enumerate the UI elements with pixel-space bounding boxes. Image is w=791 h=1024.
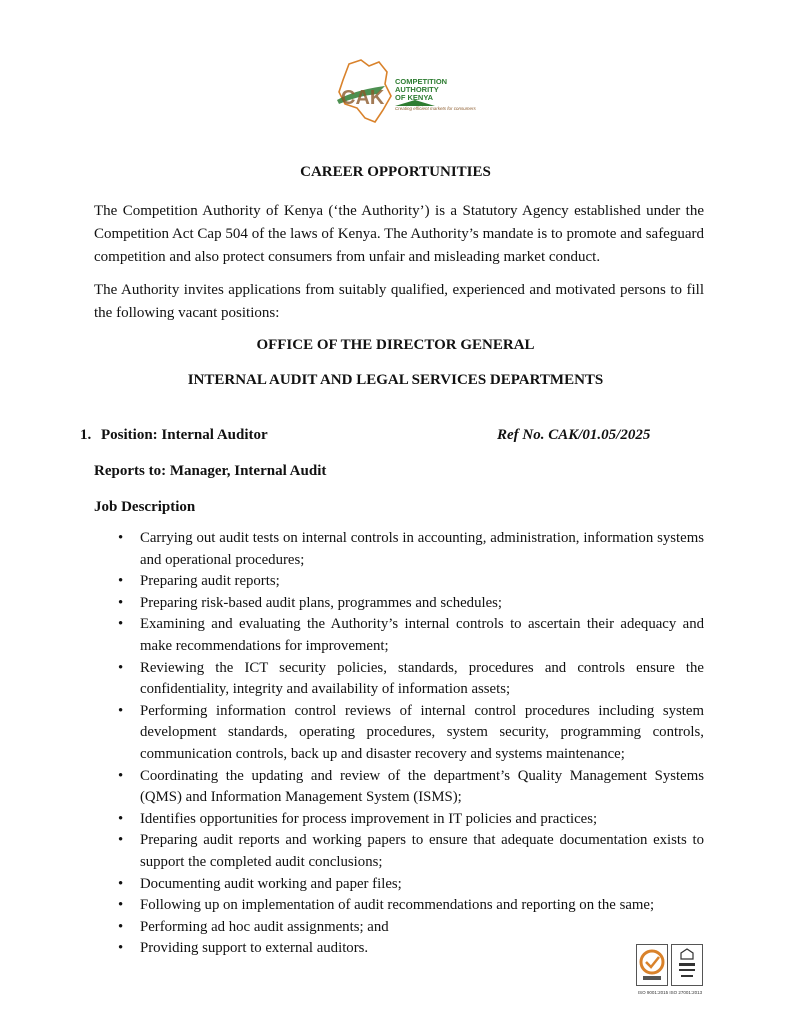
list-item: • Preparing risk-based audit plans, programmes and schedules; <box>118 593 704 615</box>
list-item: • Carrying out audit tests on internal controls in accounting, administration, information systems and operational procedures; <box>118 528 704 571</box>
list-item: • Providing support to external auditors. <box>118 938 704 960</box>
list-item: • Examining and evaluating the Authority’s internal controls to ascertain their adequacy and make recommendations for improvement; <box>118 614 704 657</box>
position-line <box>80 427 710 444</box>
ukas-seal-icon <box>671 944 703 986</box>
list-item: • Preparing audit reports; <box>118 571 704 593</box>
list-item: • Performing information control reviews of internal control procedures including system development standards, operating procedures, system security, programming controls, communication controls, back up and disaster recovery and systems maintenance; <box>118 701 704 766</box>
logo-tagline: Creating efficient markets for consumers <box>395 106 476 111</box>
certification-marks <box>636 944 704 1000</box>
intro-paragraph-1: The Competition Authority of Kenya (‘the Authority’) is a Statutory Agency established under the Competition Act Cap 504 of the laws of Kenya. The Authority’s mandate is to promote and safeguard competition and also protect consumers from unfair and misleading market conduct. <box>94 203 704 265</box>
list-item: • Following up on implementation of audit recommendations and reporting on the same; <box>118 895 704 917</box>
list-item: • Documenting audit working and paper files; <box>118 874 704 896</box>
page-title: CAREER OPPORTUNITIES <box>300 164 491 180</box>
position-number: 1. <box>80 427 92 443</box>
office-heading: OFFICE OF THE DIRECTOR GENERAL <box>256 337 535 353</box>
intro-paragraph-2: The Authority invites applications from suitably qualified, experienced and motivated persons to fill the following vacant positions: <box>94 282 704 321</box>
logo-line-1: COMPETITION <box>395 77 448 86</box>
list-item: • Identifies opportunities for process improvement in IT policies and practices; <box>118 809 704 831</box>
list-item: • Performing ad hoc audit assignments; and <box>118 917 704 939</box>
logo-monogram: CAK <box>341 87 385 109</box>
logo-wordmark <box>395 78 447 102</box>
job-description-label: Job Description <box>94 499 196 515</box>
duties-list <box>118 528 704 960</box>
list-item: • Reviewing the ICT security policies, standards, procedures and controls ensure the confidentiality, integrity and availability of information assets; <box>118 658 704 701</box>
list-item: • Coordinating the updating and review of the department’s Quality Management Systems (QMS) and Information Management System (ISMS); <box>118 766 704 809</box>
logo-line-2: AUTHORITY <box>395 85 439 94</box>
position-ref-number: Ref No. CAK/01.05/2025 <box>497 427 651 443</box>
logo-line-3: OF KENYA <box>395 93 434 102</box>
authority-logo <box>335 56 476 126</box>
departments-heading: INTERNAL AUDIT AND LEGAL SERVICES DEPARTMENTS <box>187 372 604 388</box>
certification-caption: ISO 9001:2015 ISO 27001:2013 <box>637 990 703 995</box>
iso-9001-seal-icon <box>636 944 668 986</box>
reports-to: Reports to: Manager, Internal Audit <box>94 463 327 479</box>
position-title: Position: Internal Auditor <box>101 427 268 443</box>
list-item: • Preparing audit reports and working papers to ensure that adequate documentation exists to support the completed audit conclusions; <box>118 830 704 873</box>
